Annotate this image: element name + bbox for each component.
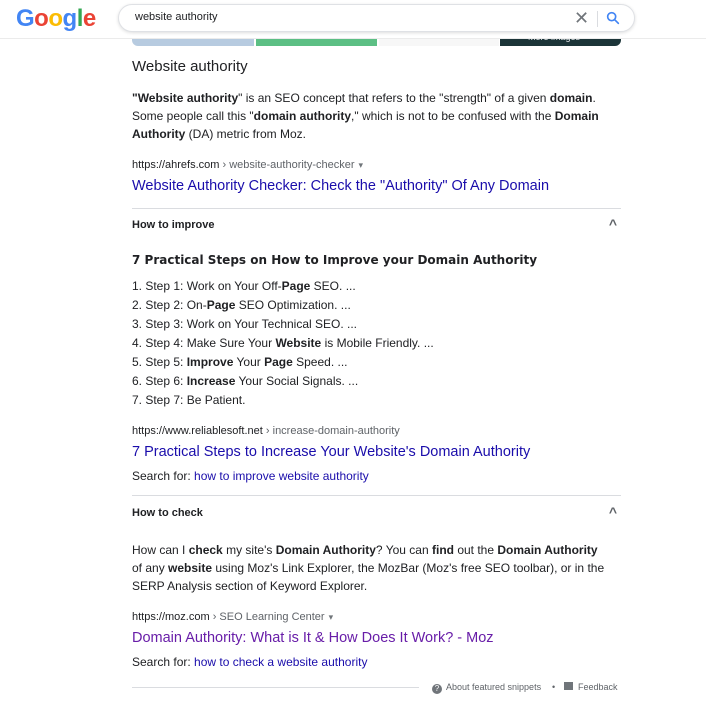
check-text [132, 541, 607, 595]
text: Your Social Signals. ... [235, 374, 359, 388]
step-item [132, 277, 434, 296]
text: 7. Step 7: Be Patient. [132, 393, 246, 407]
text: 3. Step 3: Work on Your Technical SEO. ... [132, 317, 358, 331]
bold-text: find [431, 543, 454, 557]
header [0, 0, 706, 39]
snippet-footer [132, 682, 621, 696]
text: (DA) metric from Moz. [185, 127, 306, 141]
bold-text: Page [264, 355, 293, 369]
text: 1. Step 1: Work on Your Off- [132, 279, 282, 293]
snippet-title: Website authority [132, 58, 248, 75]
search-icon[interactable] [605, 10, 621, 26]
bold-text: domain authority [253, 109, 352, 123]
text: using Moz's Link Explorer, the MozBar (Moz's free SEO toolbar), or in the SERP Analysis section of Keyword Explorer. [132, 561, 605, 593]
bold-text: Increase [186, 374, 236, 388]
text: 5. Step 5: [132, 355, 187, 369]
text: of any [132, 561, 169, 575]
google-logo[interactable] [16, 5, 96, 33]
search-for-link[interactable]: how to improve website authority [194, 469, 369, 483]
text: 2. Step 2: On- [132, 298, 207, 312]
search-input[interactable] [133, 10, 557, 24]
cite-host: https://moz.com [132, 611, 210, 623]
result-link[interactable]: 7 Practical Steps to Increase Your Website's Domain Authority [132, 444, 531, 460]
help-icon: ? [432, 684, 442, 694]
text: Speed. ... [292, 355, 348, 369]
separator-dot: • [552, 682, 556, 692]
bold-text: Improve [186, 355, 234, 369]
step-item [132, 391, 434, 410]
result-link[interactable]: Website Authority Checker: Check the "Authority" Of Any Domain [132, 178, 550, 194]
text: ," which is not to be confused with the [351, 109, 555, 123]
bold-text: website [168, 561, 213, 575]
bold-text: Website [275, 336, 322, 350]
bold-text: Domain Authority [275, 543, 376, 557]
step-item [132, 296, 434, 315]
search-for [132, 469, 369, 483]
text: SEO. ... [310, 279, 356, 293]
cite-path: › increase-domain-authority [262, 425, 400, 437]
text: How can I [132, 543, 189, 557]
text: SEO Optimization. ... [235, 298, 351, 312]
search-for-link[interactable]: how to check a website authority [194, 655, 368, 669]
accordion-how-to-check[interactable] [132, 504, 621, 520]
result-link[interactable]: Domain Authority: What is It & How Does It Work? - Moz [132, 630, 494, 646]
step-item [132, 334, 434, 353]
text: 6. Step 6: [132, 374, 187, 388]
logo-letter: o [48, 5, 63, 32]
cite [132, 159, 363, 171]
accordion-label: How to improve [132, 219, 215, 231]
cite-host: https://ahrefs.com [132, 159, 220, 171]
search-for-label: Search for: [132, 469, 195, 483]
search-for-label: Search for: [132, 655, 195, 669]
bold-text: "Website authority [132, 91, 239, 105]
divider [132, 208, 621, 209]
chevron-up-icon[interactable]: ^ [608, 504, 617, 520]
text: is Mobile Friendly. ... [321, 336, 434, 350]
text: ? You can [375, 543, 432, 557]
snippet-text [132, 89, 607, 143]
divider [132, 495, 621, 496]
text: out the [453, 543, 498, 557]
chevron-up-icon[interactable]: ^ [608, 216, 617, 232]
text: Your [233, 355, 265, 369]
text: . Some people call this " [132, 91, 596, 123]
bold-text: Domain Authority [132, 109, 599, 141]
feedback-icon [564, 682, 573, 690]
caret-down-icon[interactable]: ▾ [328, 612, 334, 622]
logo-letter: g [62, 5, 77, 32]
about-label: About featured snippets [446, 682, 542, 692]
text: 4. Step 4: Make Sure Your [132, 336, 276, 350]
logo-letter: o [34, 5, 49, 32]
search-box[interactable] [118, 4, 635, 32]
text: my site's [222, 543, 276, 557]
step-item [132, 353, 434, 372]
logo-letter: e [82, 5, 96, 32]
cite-path: › website-authority-checker [219, 159, 355, 171]
bold-text: Page [281, 279, 311, 293]
cite-host: https://www.reliablesoft.net [132, 425, 263, 437]
logo-letter: l [76, 5, 83, 32]
about-featured-snippets[interactable] [432, 682, 541, 694]
cite [132, 611, 333, 623]
divider [132, 687, 419, 688]
divider [597, 11, 598, 27]
cite [132, 425, 400, 437]
step-item [132, 315, 434, 334]
text: " is an SEO concept that refers to the "strength" of a given [238, 91, 550, 105]
bold-text: check [188, 543, 223, 557]
accordion-how-to-improve[interactable] [132, 216, 621, 232]
search-for [132, 655, 367, 669]
accordion-label: How to check [132, 507, 203, 519]
caret-down-icon[interactable]: ▾ [358, 160, 364, 170]
steps-list [132, 277, 434, 410]
steps-title: 7 Practical Steps on How to Improve your Domain Authority [132, 253, 538, 267]
step-item [132, 372, 434, 391]
clear-icon[interactable]: ✕ [574, 8, 590, 28]
feedback-link[interactable] [564, 682, 618, 692]
bold-text: domain [549, 91, 593, 105]
cite-path: › SEO Learning Center [209, 611, 325, 623]
bold-text: Domain Authority [497, 543, 598, 557]
bold-text: Page [206, 298, 236, 312]
feedback-label: Feedback [578, 682, 618, 692]
logo-letter: G [16, 5, 35, 32]
